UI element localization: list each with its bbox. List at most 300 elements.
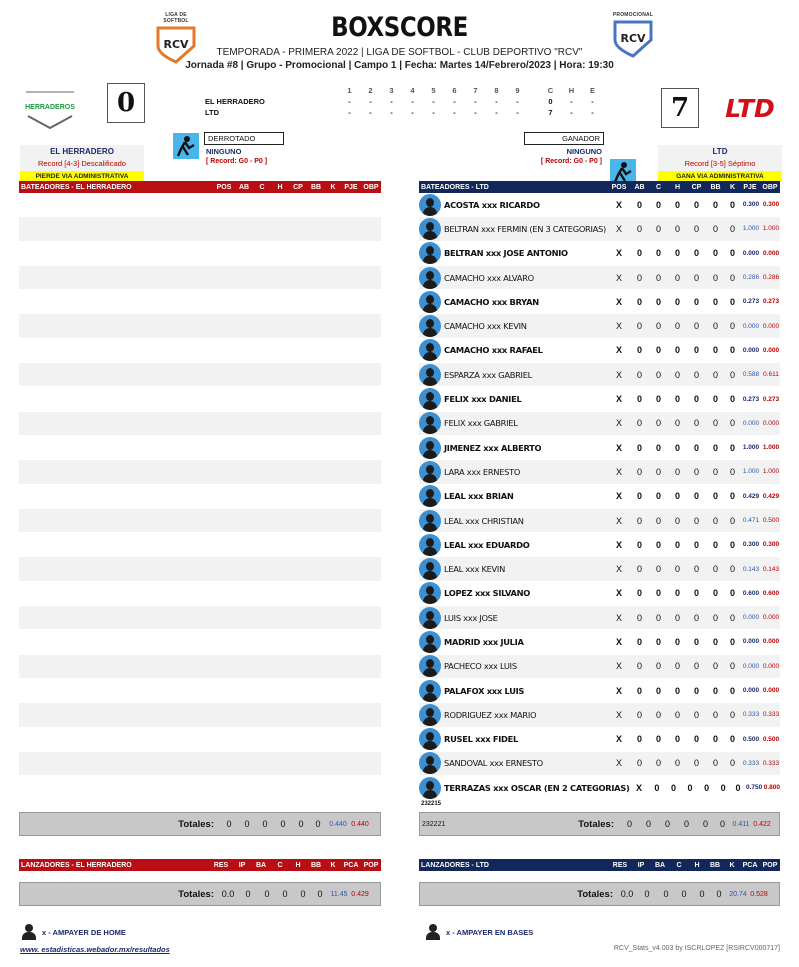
player-name: PALAFOX xxx LUIS [444,685,525,696]
home-pitching-pop: 0.528 [750,890,768,898]
player-stat: 0 [729,758,735,769]
runs-header: C [547,86,554,95]
home-totals-ab: 0 [626,819,632,829]
horseshoe-logo-icon [22,88,78,132]
player-stat: 0 [712,466,718,477]
player-stat: 0 [636,394,642,405]
season-subtitle: TEMPORADA - PRIMERA 2022 | LIGA DE SOFTBOL - CLUB DEPORTIVO "RCV" [216,47,583,58]
player-pos: X [615,418,622,429]
away-pitching-totals [19,882,381,906]
player-obp: 1.000 [762,468,780,476]
empty-row [19,509,381,533]
player-stat: 0 [674,758,680,769]
home-pitching-bb: 0 [699,889,705,899]
umpire-icon [426,924,440,940]
pitcher-figure-icon [173,133,199,159]
player-stat: 0 [655,685,661,696]
player-stat: 0 [712,685,718,696]
player-stat: 0 [636,588,642,599]
table-row[interactable] [419,314,780,338]
col-res: RES [612,861,628,869]
player-pos: X [615,248,622,259]
player-obp: 0.429 [762,492,780,500]
player-stat: 0 [729,685,735,696]
linescore-away-row [205,97,615,106]
home-roster-code: 232215 [421,801,442,808]
col-c: C [676,861,682,869]
player-pos: X [615,199,622,210]
home-batting-rows [419,193,780,800]
home-totals-code: 232221 [422,820,446,828]
home-pitching-title: LANZADORES - LTD [421,861,489,869]
player-stat: 0 [636,466,642,477]
inning-8-header: 8 [494,86,499,95]
player-stat: 0 [729,199,735,210]
away-pitching-table [19,859,381,871]
player-pos: X [615,345,622,356]
home-totals-obp: 0.422 [753,820,771,828]
player-stat: 0 [687,782,693,793]
empty-row [19,193,381,217]
player-avatar-icon [419,704,441,726]
empty-row [19,266,381,290]
away-totals-c: 0 [244,819,250,829]
player-stat: 0 [655,709,661,720]
player-stat: 0 [636,636,642,647]
player-name: LOPEZ xxx SILVANO [444,588,531,599]
player-stat: 0 [693,321,699,332]
player-stat: 0 [636,442,642,453]
player-stat: 0 [674,636,680,647]
linescore-home-name: LTD [205,108,220,117]
player-pje: 1.000 [742,444,760,452]
table-row[interactable] [419,752,780,776]
player-stat: 0 [712,612,718,623]
empty-row [19,217,381,241]
player-pos: X [615,564,622,575]
player-avatar-icon [419,680,441,702]
player-stat: 0 [693,564,699,575]
player-pje: 0.000 [742,346,760,354]
player-pje: 0.286 [742,274,760,282]
empty-row [19,557,381,581]
player-stat: 0 [729,734,735,745]
inning-3-header: 3 [389,86,394,95]
player-stat: 0 [712,491,718,502]
player-stat: 0 [636,539,642,550]
linescore [205,86,615,117]
empty-row [19,460,381,484]
player-avatar-icon [419,315,441,337]
away-pitching-pca: 11.45 [330,890,348,898]
away-pitching-title: LANZADORES - EL HERRADERO [21,861,132,869]
player-stat: 0 [729,394,735,405]
player-name: LEAL xxx BRIAN [444,491,514,502]
home-logo-text: LTD [725,94,775,123]
table-row[interactable] [419,290,780,314]
away-pitching-bb: 0 [300,889,306,899]
player-avatar-icon [419,752,441,774]
table-row[interactable] [419,460,780,484]
player-stat: 0 [712,345,718,356]
player-obp: 0.000 [762,687,780,695]
player-stat: 0 [674,296,680,307]
player-name: MADRID xxx JULIA [444,636,524,647]
player-stat: 0 [729,296,735,307]
home-team-panel [658,145,782,182]
home-pitching-table [419,859,780,871]
player-pos: X [615,636,622,647]
player-avatar-icon [419,558,441,580]
player-stat: 0 [654,782,660,793]
player-stat: 0 [636,758,642,769]
player-stat: 0 [693,442,699,453]
away-pitcher-record: [ Record: G0 - P0 ] [206,158,268,165]
player-avatar-icon [419,461,441,483]
player-stat: 0 [729,272,735,283]
player-stat: 0 [712,418,718,429]
player-stat: 0 [674,491,680,502]
away-team-logo [22,88,78,132]
player-pje: 0.000 [742,687,760,695]
player-stat: 0 [693,345,699,356]
player-avatar-icon [419,510,441,532]
player-stat: 0 [693,418,699,429]
player-stat: 0 [636,223,642,234]
page-title: BOXSCORE [331,12,468,43]
player-stat: 0 [655,466,661,477]
table-row[interactable] [419,485,780,509]
player-obp: 1.000 [762,444,780,452]
player-pje: 0.000 [742,638,760,646]
away-batting-totals [19,812,381,836]
player-stat: 0 [729,466,735,477]
player-stat: 0 [729,539,735,550]
home-inning-8: - [495,108,498,117]
home-pitcher-name: NINGUNO [566,147,602,156]
player-pos: X [615,515,622,526]
player-stat: 0 [729,564,735,575]
col-ab: AB [634,183,645,191]
home-pitching-h: 0 [681,889,687,899]
player-avatar-icon [419,242,441,264]
player-stat: 0 [655,515,661,526]
player-stat: 0 [636,734,642,745]
player-pos: X [615,296,622,307]
player-obp: 0.000 [762,249,780,257]
away-pitching-totals-label: Totales: [178,888,214,900]
player-obp: 0.000 [762,662,780,670]
player-stat: 0 [636,491,642,502]
player-stat: 0 [712,223,718,234]
table-row[interactable] [419,606,780,630]
player-pos: X [615,394,622,405]
col-h: H [674,183,681,191]
player-stat: 0 [712,515,718,526]
stats-website-link[interactable]: www. estadisticas.webador.mx/resultados [20,945,170,954]
home-pitch-result: GANADOR [524,132,604,145]
player-pje: 0.000 [742,662,760,670]
player-obp: 0.000 [762,419,780,427]
table-row[interactable] [419,387,780,411]
player-pje: 0.300 [742,201,760,209]
away-inning-6: - [453,97,456,106]
player-stat: 0 [674,564,680,575]
player-stat: 0 [729,369,735,380]
player-stat: 0 [693,272,699,283]
player-name: FELIX xxx DANIEL [444,394,522,405]
table-row[interactable] [419,728,780,752]
player-stat: 0 [729,418,735,429]
player-stat: 0 [655,296,661,307]
player-stat: 0 [655,272,661,283]
empty-row [19,436,381,460]
col-h: H [295,861,301,869]
player-stat: 0 [712,272,718,283]
player-stat: 0 [655,564,661,575]
linescore-home-row [205,108,615,117]
player-avatar-icon [419,412,441,434]
col-cp: CP [293,183,303,191]
inning-5-header: 5 [431,86,436,95]
player-stat: 0 [655,418,661,429]
player-obp: 1.000 [762,225,780,233]
table-row[interactable] [419,679,780,703]
player-pje: 0.000 [742,419,760,427]
umpire-icon [22,924,36,940]
player-stat: 0 [674,199,680,210]
col-cp: CP [691,183,702,191]
player-stat: 0 [674,394,680,405]
player-obp: 0.000 [762,638,780,646]
home-inning-7: - [474,108,477,117]
inning-2-header: 2 [368,86,373,95]
table-row[interactable] [419,339,780,363]
player-pje: 1.000 [742,225,760,233]
home-totals-cp: 0 [683,819,689,829]
col-k: K [729,183,736,191]
player-pje: 0.273 [742,298,760,306]
player-pje: 0.143 [742,565,760,573]
player-stat: 0 [655,321,661,332]
player-stat: 0 [674,418,680,429]
player-stat: 0 [712,588,718,599]
table-row[interactable] [419,412,780,436]
table-row[interactable] [419,509,780,533]
table-row[interactable] [419,630,780,654]
away-pitching-pop: 0.429 [351,890,369,898]
away-pitching-h: 0 [282,889,288,899]
home-pitching-pca: 20.74 [729,890,747,898]
player-stat: 0 [670,782,676,793]
col-pos: POS [216,183,232,191]
home-totals-c: 0 [645,819,651,829]
away-pitching-k: 0 [317,889,323,899]
empty-row [19,655,381,679]
col-c: C [655,183,662,191]
player-stat: 0 [729,636,735,647]
player-stat: 0 [674,272,680,283]
player-obp: 0.333 [762,711,780,719]
table-row[interactable] [419,655,780,679]
player-stat: 0 [655,636,661,647]
home-team-name: LTD [658,145,782,158]
player-stat: 0 [729,248,735,259]
col-pje: PJE [344,183,358,191]
empty-row [19,606,381,630]
home-batting-totals [419,812,780,836]
player-stat: 0 [655,394,661,405]
game-info-subtitle: Jornada #8 | Grupo - Promocional | Campo 1 | Fecha: Martes 14/Febrero/2023 | Hora: 19:30 [185,60,614,71]
player-pje: 0.000 [742,249,760,257]
home-inning-9: - [516,108,519,117]
inning-4-header: 4 [410,86,415,95]
player-name: CAMACHO xxx ALVARO [444,272,534,283]
player-pje: 0.500 [742,735,760,743]
player-stat: 0 [655,223,661,234]
player-pos: X [615,734,622,745]
player-stat: 0 [636,296,642,307]
table-row[interactable] [419,533,780,557]
empty-row [19,630,381,654]
table-row[interactable] [419,776,780,800]
empty-row [19,485,381,509]
player-name: LEAL xxx KEVIN [444,564,505,575]
player-stat: 0 [712,758,718,769]
player-obp: 0.300 [762,541,780,549]
col-k: K [729,861,735,869]
player-stat: 0 [693,661,699,672]
player-pje: 0.750 [745,784,763,792]
home-team-status: GANA VIA ADMINISTRATIVA [658,171,782,182]
home-inning-1: - [348,108,351,117]
player-name: LEAL xxx CHRISTIAN [444,515,524,526]
player-pos: X [615,321,622,332]
player-pje: 0.588 [742,371,760,379]
player-stat: 0 [674,661,680,672]
table-row[interactable] [419,266,780,290]
player-stat: 0 [729,612,735,623]
empty-row [19,533,381,557]
player-pos: X [615,369,622,380]
home-batting-header [419,181,780,193]
away-runs: 0 [548,97,553,106]
player-stat: 0 [674,369,680,380]
home-inning-2: - [369,108,372,117]
errors-header: E [589,86,595,95]
player-stat: 0 [712,321,718,332]
bases-umpire-label: x - AMPAYER EN BASES [446,927,534,937]
player-stat: 0 [693,248,699,259]
player-obp: 0.500 [762,517,780,524]
home-errors: - [591,108,594,117]
inning-6-header: 6 [452,86,457,95]
player-stat: 0 [712,296,718,307]
away-pitching-ba: 0 [245,889,251,899]
player-stat: 0 [655,612,661,623]
player-name: BELTRAN xxx JOSE ANTONIO [444,248,568,259]
player-avatar-icon [419,582,441,604]
player-stat: 0 [712,661,718,672]
player-stat: 0 [674,466,680,477]
player-stat: 0 [693,685,699,696]
player-obp: 0.500 [762,735,780,743]
hits-header: H [568,86,575,95]
player-pje: 1.000 [742,468,760,476]
col-bb: BB [710,183,721,191]
empty-row [19,728,381,752]
player-stat: 0 [636,418,642,429]
ltd-logo-icon [720,90,780,126]
col-obp: OBP [363,183,379,191]
home-pitcher-record: [ Record: G0 - P0 ] [540,158,602,165]
away-team-status: PIERDE VIA ADMINISTRATIVA [20,171,144,182]
player-obp: 0.143 [762,565,780,573]
player-name: FELIX xxx GABRIEL [444,418,518,429]
player-pje: 0.000 [742,614,760,622]
version-credit: RCV_Stats_v4.003 by ISCRLOPEZ [RSIRCV000717] [613,945,780,952]
player-stat: 0 [693,636,699,647]
table-row[interactable] [419,582,780,606]
player-stat: 0 [674,709,680,720]
away-totals-h: 0 [262,819,268,829]
player-name: ACOSTA xxx RICARDO [444,199,540,210]
player-stat: 0 [729,661,735,672]
away-batting-table [19,181,381,800]
col-res: RES [213,861,229,869]
home-pitching-c: 0 [663,889,669,899]
player-name: BELTRAN xxx FERMIN (EN 3 CATEGORIAS) [444,223,606,234]
table-row[interactable] [419,217,780,241]
home-pitching-ba: 0 [644,889,650,899]
player-pos: X [615,661,622,672]
col-pop: POP [762,861,778,869]
league-logo-text: RCV [163,38,189,51]
inning-1-header: 1 [347,86,352,95]
player-stat: 0 [693,709,699,720]
table-row[interactable] [419,557,780,581]
table-row[interactable] [419,703,780,727]
player-pje: 0.000 [742,322,760,330]
table-row[interactable] [419,242,780,266]
home-inning-4: - [411,108,414,117]
player-stat: 0 [712,442,718,453]
away-inning-8: - [495,97,498,106]
col-ba: BA [255,861,267,869]
player-obp: 0.273 [762,395,780,403]
away-team-record: Record [4-3] Descalificado [20,158,144,171]
player-stat: 0 [674,588,680,599]
player-stat: 0 [636,685,642,696]
col-ba: BA [654,861,666,869]
empty-row [19,582,381,606]
player-obp: 0.333 [762,759,780,767]
col-bb: BB [310,861,322,869]
player-stat: 0 [636,515,642,526]
player-stat: 0 [655,345,661,356]
col-h: H [694,861,700,869]
player-name: CAMACHO xxx BRYAN [444,296,539,307]
table-row[interactable] [419,193,780,217]
player-obp: 0.286 [762,274,780,282]
linescore-away-name: EL HERRADERO [205,97,265,106]
player-stat: 0 [655,491,661,502]
player-avatar-icon [419,728,441,750]
table-row[interactable] [419,363,780,387]
table-row[interactable] [419,436,780,460]
away-pitching-c: 0 [264,889,270,899]
player-stat: 0 [720,782,726,793]
